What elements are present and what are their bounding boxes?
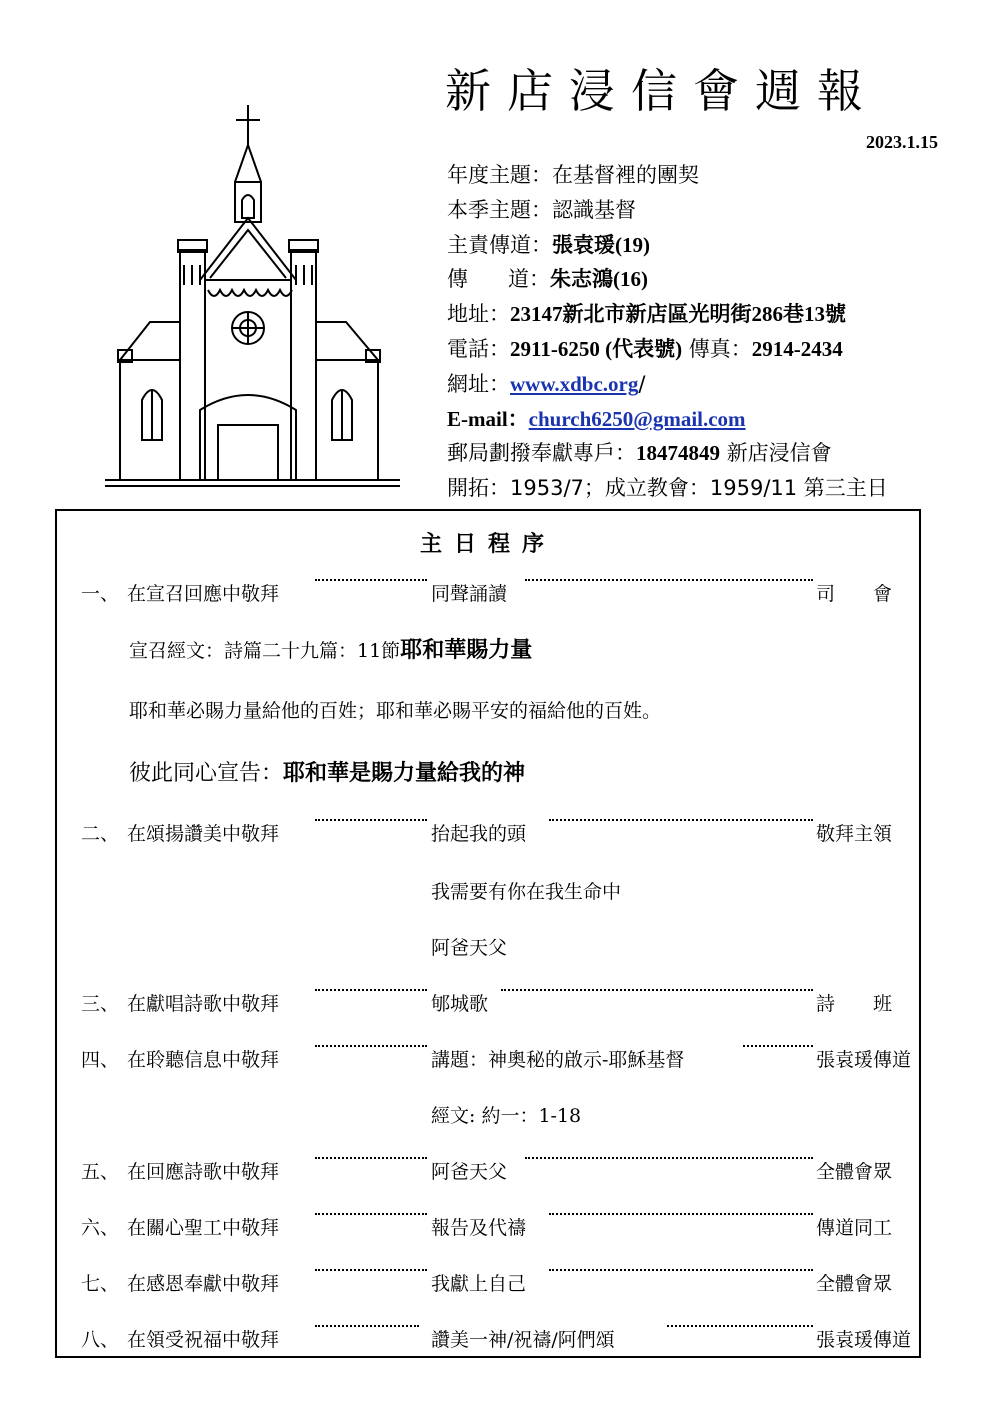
web-suffix: / (638, 371, 646, 396)
theme-season: 認識基督 (552, 197, 636, 222)
web-label: 網址： (447, 371, 510, 396)
program-box (55, 509, 921, 1358)
leader-dots (315, 1157, 427, 1159)
preacher-label-b: 道： (508, 267, 550, 292)
pastor-label: 主責傳道： (447, 232, 552, 257)
web-line (447, 367, 987, 402)
item-number: 六、 (81, 1217, 120, 1239)
declare-label: 彼此同心宣告： (129, 761, 284, 786)
item-part: 在關心聖工中敬拜 (127, 1217, 280, 1239)
program-item (81, 1325, 912, 1355)
preacher-name: 朱志鴻(16) (550, 267, 648, 292)
item-number: 八、 (81, 1329, 120, 1351)
declaration (129, 756, 525, 787)
leader-dots (549, 819, 813, 821)
song-line: 阿爸天父 (431, 937, 508, 959)
founded-line (447, 471, 987, 506)
email-link[interactable]: church6250@gmail.com (528, 406, 746, 431)
item-leader: 全體會眾 (816, 1161, 893, 1183)
item-leader: 張袁瑗傳道 (816, 1329, 912, 1351)
item-part: 在感恩奉獻中敬拜 (127, 1273, 280, 1295)
leader-dots (549, 1269, 813, 1271)
item-number: 二、 (81, 823, 120, 845)
item-content: 我獻上自己 (431, 1273, 527, 1295)
item-leader: 張袁瑗傳道 (816, 1049, 912, 1071)
leader-dots (525, 579, 813, 581)
item-part: 在宣召回應中敬拜 (127, 583, 280, 605)
item-number: 五、 (81, 1161, 120, 1183)
preacher-line (447, 262, 987, 297)
program-item (81, 819, 905, 849)
item-content: 報告及代禱 (431, 1217, 527, 1239)
item-leader: 敬拜主領 (816, 823, 893, 845)
leader-dots (315, 989, 427, 991)
church-illustration (100, 100, 410, 490)
theme-year-label: 年度主題： (447, 163, 552, 187)
preacher-label-a: 傳 (447, 267, 508, 292)
item-part: 在領受祝福中敬拜 (127, 1329, 280, 1351)
item-content: 阿爸天父 (431, 1161, 508, 1183)
scripture: 經文: 約一：1-18 (431, 1105, 582, 1127)
leader-dots (743, 1045, 813, 1047)
item-content: 抬起我的頭 (431, 823, 527, 845)
program-item (81, 989, 905, 1019)
postal-name: 新店浸信會 (726, 441, 832, 466)
leader-dots (315, 1269, 427, 1271)
postal-account: 18474849 (636, 441, 720, 466)
item-content: 講題：神奧秘的啟示-耶穌基督 (431, 1049, 685, 1071)
item-part: 在頌揚讚美中敬拜 (127, 823, 280, 845)
pastor-name: 張袁瑗(19) (552, 232, 650, 257)
phone-label: 電話： (447, 336, 510, 361)
item-content: 同聲誦讀 (431, 583, 508, 605)
item-content: 郇城歌 (431, 993, 489, 1015)
item-number: 一、 (81, 583, 120, 605)
leader-dots (549, 1213, 813, 1215)
declare-text: 耶和華是賜力量給我的神 (283, 760, 526, 786)
founded: 開拓：1953/7；成立教會：1959/11 第三主日 (447, 476, 888, 501)
program-item (81, 1213, 905, 1243)
leader-dots (315, 1045, 427, 1047)
theme-season-label: 本季主題： (447, 197, 552, 222)
program-title: 主日程序 (419, 531, 556, 557)
church-info (447, 158, 987, 506)
item-number: 三、 (81, 993, 120, 1015)
fax: 2914-2434 (751, 336, 843, 361)
leader-dots (501, 989, 813, 991)
call-verse-title: 耶和華賜力量 (400, 637, 533, 663)
web-link[interactable]: www.xdbc.org (510, 371, 639, 396)
leader-dots (315, 1325, 419, 1327)
item-content: 讚美一神/祝禱/阿們頌 (431, 1329, 615, 1351)
fax-label: 傳真： (688, 336, 752, 361)
call-verse-text: 耶和華必賜力量給他的百姓；耶和華必賜平安的福給他的百姓。 (129, 700, 662, 722)
leader-dots (667, 1325, 813, 1327)
theme-season-line (447, 193, 987, 228)
item-leader: 司 會 (816, 583, 893, 605)
postal-line (447, 436, 987, 471)
item-part: 在聆聽信息中敬拜 (127, 1049, 280, 1071)
phone: 2911-6250 (代表號) (510, 336, 683, 361)
leader-dots (315, 579, 427, 581)
leader-dots (315, 1213, 427, 1215)
address: 23147新北市新店區光明街286巷13號 (510, 302, 846, 327)
email-line (447, 402, 987, 437)
item-leader: 詩 班 (816, 993, 893, 1015)
phone-line (447, 332, 987, 367)
theme-year: 在基督裡的團契 (552, 163, 699, 187)
program-item (81, 1269, 905, 1299)
program-item (81, 579, 905, 609)
leader-dots (315, 819, 427, 821)
item-number: 七、 (81, 1273, 120, 1295)
pastor-line (447, 228, 987, 263)
call-verse-label: 宣召經文：詩篇二十九篇：11節 (129, 640, 401, 662)
song-line: 我需要有你在我生命中 (431, 881, 622, 903)
bulletin-date: 2023.1.15 (866, 132, 938, 152)
email-label: E-mail： (447, 406, 529, 431)
address-label: 地址： (447, 302, 510, 327)
leader-dots (525, 1157, 813, 1159)
item-number: 四、 (81, 1049, 120, 1071)
theme-year-line (447, 158, 987, 193)
item-leader: 全體會眾 (816, 1273, 893, 1295)
item-leader: 傳道同工 (816, 1217, 893, 1239)
program-item (81, 1157, 905, 1187)
bulletin-title: 新店浸信會週報 (445, 64, 879, 118)
call-verse (129, 633, 532, 664)
postal-label: 郵局劃撥奉獻專戶： (447, 441, 636, 466)
item-part: 在回應詩歌中敬拜 (127, 1161, 280, 1183)
program-item (81, 1045, 912, 1075)
item-part: 在獻唱詩歌中敬拜 (127, 993, 280, 1015)
address-line (447, 297, 987, 332)
